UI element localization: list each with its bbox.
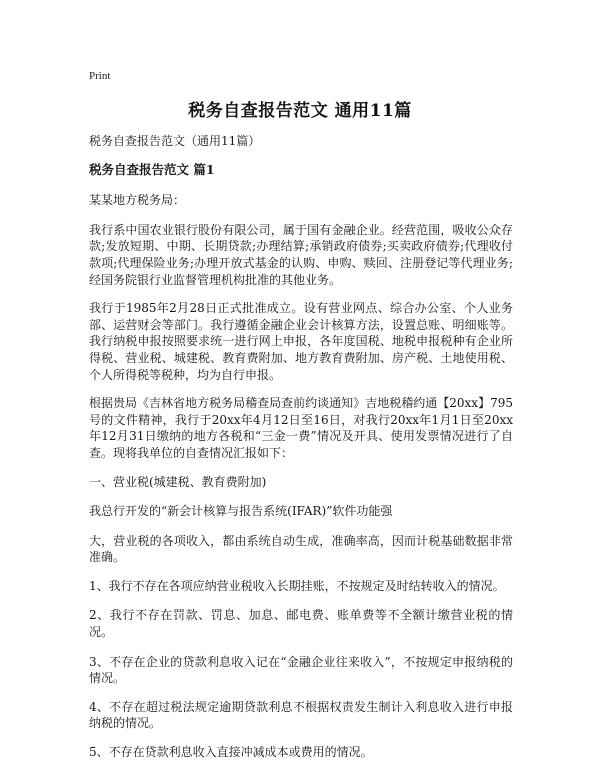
paragraph-system: 我总行开发的“新会计核算与报告系统(IFAR)”软件功能强 (89, 504, 393, 519)
list-item: 5、不存在贷款利息收入直接冲减成本或费用的情况。 (89, 745, 373, 760)
paragraph-system-continued: 大，营业税的各项收入，都由系统自动生成，准确率高，因而计税基础数据非常准确。 (89, 533, 513, 565)
section-business-tax: 一、营业税(城建税、教育费附加) (89, 474, 267, 489)
paragraph-inspection-basis: 根据贵局《吉林省地方税务局稽查局查前约谈通知》吉地税稽约通【20xx】795号的文件精神，我行于20xx年4月12日至16日，对我行20xx年1月1日至20xx年12月31日缴纳的地方各税和“三金一费”情况及开具、使用发票情况进行了自查。现将我单位的自查情况汇报如下： (89, 396, 513, 460)
document-subtitle: 税务自查报告范文（通用11篇） (89, 134, 261, 148)
salutation: 某某地方税务局： (89, 193, 186, 208)
section-heading: 税务自查报告范文 篇1 (89, 161, 215, 177)
document-body (89, 133, 513, 773)
paragraph-establishment: 我行于1985年2月28日正式批准成立。设有营业网点、综合办公室、个人业务部、运营财会等部门。我行遵循金融企业会计核算方法，设置总账、明细账等。我行纳税申报按照要求统一进行网上申报，各年度国税、地税申报税种有企业所得税、营业税、城建税、教育费附加、地方教育费附加、房产税、土地使用税、个人所得税等税种，均为自行申报。 (89, 301, 513, 382)
list-item: 4、不存在超过税法规定逾期贷款利息不根据权责发生制计入利息收入进行申报纳税的情况。 (89, 699, 513, 731)
paragraph-business-scope: 我行系中国农业银行股份有限公司，属于国有金融企业。经营范围，吸收公众存款;发放短期、中期、长期贷款;办理结算;承销政府债券;买卖政府债券;代理收付款项;代理保险业务;办理开放式基金的认购、申购、赎回、注册登记等代理业务;经国务院银行业监督管理机构批准的其他业务。 (89, 222, 513, 287)
list-item: 3、不存在企业的贷款利息收入记在“金融企业往来收入”，不按规定申报纳税的情况。 (89, 654, 513, 686)
print-label: Print (89, 70, 111, 82)
list-item: 2、我行不存在罚款、罚息、加息、邮电费、账单费等不全额计缴营业税的情况。 (89, 608, 513, 640)
document-title: 税务自查报告范文 通用11篇 (188, 101, 412, 121)
list-item: 1、我行不存在各项应纳营业税收入长期挂账，不按规定及时结转收入的情况。 (89, 578, 505, 593)
